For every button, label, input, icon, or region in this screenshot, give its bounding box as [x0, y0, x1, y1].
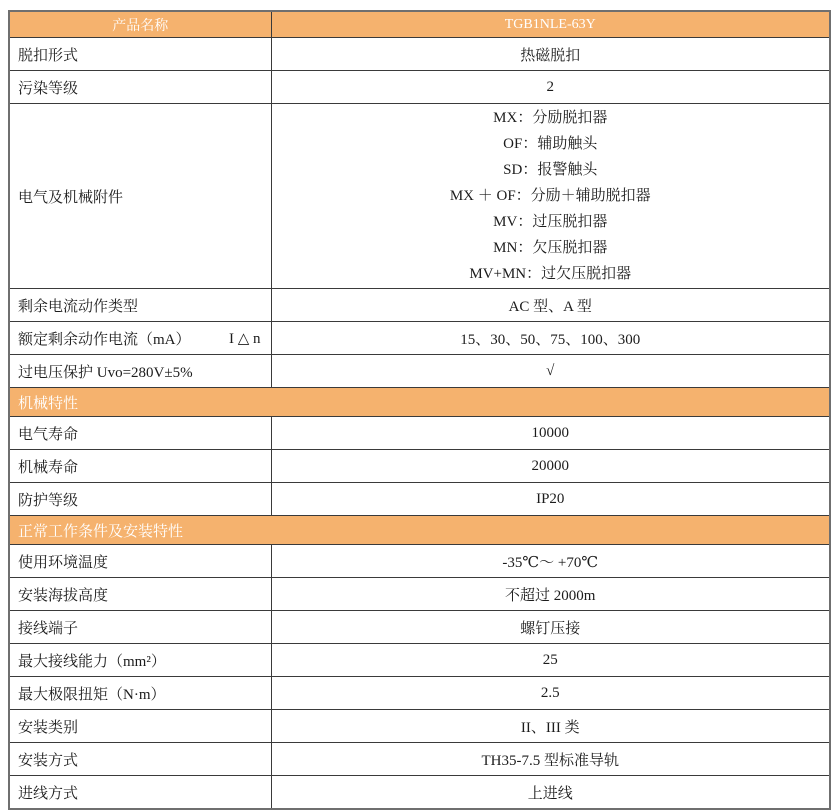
- accessory-line: MV：过压脱扣器: [493, 214, 608, 230]
- section-title: 机械特性: [9, 388, 830, 417]
- spec-label-split: [9, 322, 271, 355]
- spec-value: 25: [271, 644, 830, 677]
- table-row-installation-category: [9, 710, 830, 743]
- spec-value: 2.5: [271, 677, 830, 710]
- spec-label: 最大接线能力（mm²）: [9, 644, 271, 677]
- accessory-line: MX：分励脱扣器: [493, 110, 608, 126]
- table-row-ambient-temperature: [9, 545, 830, 578]
- accessory-line: MV+MN：过欠压脱扣器: [469, 266, 632, 282]
- table-row-accessories: [9, 104, 830, 289]
- spec-value: 上进线: [271, 776, 830, 810]
- table-row-incoming-line: [9, 776, 830, 810]
- spec-label: 额定剩余动作电流（mA）: [18, 331, 191, 348]
- spec-value: 螺钉压接: [271, 611, 830, 644]
- product-name-header: 产品名称: [9, 11, 271, 38]
- table-row-terminal: [9, 611, 830, 644]
- table-row-trip-type: [9, 38, 830, 71]
- spec-label: 电气及机械附件: [9, 104, 271, 289]
- spec-label: 使用环境温度: [9, 545, 271, 578]
- product-spec-table: [8, 10, 831, 810]
- spec-label-symbol: I △ n: [228, 330, 261, 347]
- spec-label: 剩余电流动作类型: [9, 289, 271, 322]
- table-row-max-torque: [9, 677, 830, 710]
- accessory-line: MN：欠压脱扣器: [493, 240, 608, 256]
- spec-label: 安装类别: [9, 710, 271, 743]
- spec-value: IP20: [271, 483, 830, 516]
- section-header-mechanical: [9, 388, 830, 417]
- table-row-rated-residual-current: [9, 322, 830, 355]
- spec-label: 机械寿命: [9, 450, 271, 483]
- spec-value: 不超过 2000m: [271, 578, 830, 611]
- product-model-value: TGB1NLE-63Y: [271, 11, 830, 38]
- accessory-line: SD：报警触头: [503, 162, 598, 178]
- table-row-pollution-degree: [9, 71, 830, 104]
- spec-label: 接线端子: [9, 611, 271, 644]
- spec-label: 最大极限扭矩（N·m）: [9, 677, 271, 710]
- spec-label: 防护等级: [9, 483, 271, 516]
- spec-value: TH35-7.5 型标准导轨: [271, 743, 830, 776]
- accessory-line: MX ＋ OF：分励＋辅助脱扣器: [449, 188, 651, 204]
- spec-value: II、III 类: [271, 710, 830, 743]
- spec-value: -35℃～ +70℃: [271, 545, 830, 578]
- accessory-line: OF：辅助触头: [503, 136, 598, 152]
- spec-label: 电气寿命: [9, 417, 271, 450]
- section-header-install: [9, 516, 830, 545]
- spec-value-list: [271, 104, 830, 289]
- table-row-residual-current-type: [9, 289, 830, 322]
- spec-value: AC 型、A 型: [271, 289, 830, 322]
- spec-value-checkmark: √: [271, 355, 830, 388]
- spec-label: 安装方式: [9, 743, 271, 776]
- spec-value: 10000: [271, 417, 830, 450]
- table-row-max-wire-capacity: [9, 644, 830, 677]
- spec-value: 15、30、50、75、100、300: [271, 322, 830, 355]
- spec-label: 过电压保护 Uvo=280V±5%: [9, 355, 271, 388]
- table-row-mechanical-life: [9, 450, 830, 483]
- spec-label: 安装海拔高度: [9, 578, 271, 611]
- split-label: [18, 328, 267, 349]
- table-row-electrical-life: [9, 417, 830, 450]
- table-row-mounting-method: [9, 743, 830, 776]
- table-row-overvoltage-protection: [9, 355, 830, 388]
- section-title: 正常工作条件及安装特性: [9, 516, 830, 545]
- spec-label: 进线方式: [9, 776, 271, 810]
- table-title-row: [9, 11, 830, 38]
- table-row-protection-rating: [9, 483, 830, 516]
- spec-label: 污染等级: [9, 71, 271, 104]
- spec-label: 脱扣形式: [9, 38, 271, 71]
- accessory-lines: [276, 105, 826, 287]
- spec-value: 2: [271, 71, 830, 104]
- spec-value: 20000: [271, 450, 830, 483]
- spec-value: 热磁脱扣: [271, 38, 830, 71]
- table-row-altitude: [9, 578, 830, 611]
